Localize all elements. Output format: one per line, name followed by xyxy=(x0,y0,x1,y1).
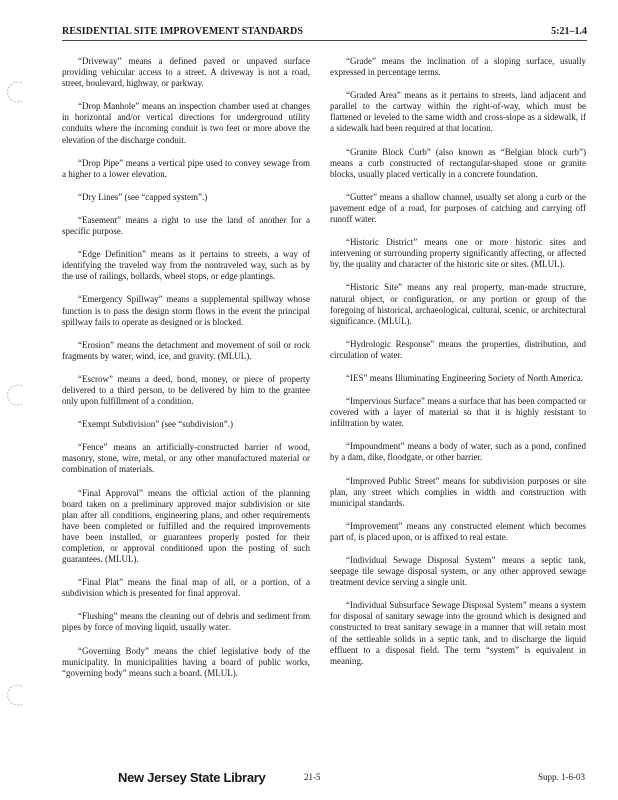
definition-paragraph: “Hydrologic Response” means the properties, distribution, and circulation of water. xyxy=(330,338,586,360)
definition-paragraph: “Final Approval” means the official action of the planning board taken on a preliminary approved major subdivision or site plan after all conditions, engineering plans, and other requirements have been completed or fulfilled and the required improvements have been installed, or guarantees properly posted for their completion, or approval conditioned upon the posting of such guarantees. (MLUL). xyxy=(62,487,310,565)
definition-paragraph: “Exempt Subdivision” (see “subdivision”.) xyxy=(78,419,233,430)
definition-paragraph: “Graded Area” means as it pertains to streets, land adjacent and parallel to the cartway within the right-of-way, which must be flattened or leveled to the same width and cross-slope as a sidewalk, if a sidewalk had been required at that location. xyxy=(330,90,586,134)
footer-page-number: 21-5 xyxy=(304,772,321,782)
definition-paragraph: “IES” means Illuminating Engineering Society of North America. xyxy=(346,372,583,383)
header-title: RESIDENTIAL SITE IMPROVEMENT STANDARDS xyxy=(62,26,303,37)
definition-paragraph: “Erosion” means the detachment and movement of soil or rock fragments by water, wind, ice, and gravity. (MLUL). xyxy=(62,339,310,361)
definition-paragraph: “Governing Body” means the chief legislative body of the municipality. In municipalities having a board of public works, “governing body” means such a board. (MLUL). xyxy=(62,645,310,678)
header-rule xyxy=(62,40,587,41)
definition-paragraph: “Impoundment” means a body of water, such as a pond, confined by a dam, dike, floodgate, or other barrier. xyxy=(330,441,586,463)
definition-paragraph: “Driveway” means a defined paved or unpaved surface providing vehicular access to a street. A driveway is not a road, street, boulevard, highway, or parkway. xyxy=(62,56,310,89)
definition-paragraph: “Historic District” means one or more historic sites and intervening or surrounding property significantly affecting, or affected by, the quality and character of the historic site or sites. (MLUL). xyxy=(330,237,586,270)
definition-paragraph: “Fence” means an artificially-constructed barrier of wood, masonry, stone, wire, metal, or any other manufactured material or combination of materials. xyxy=(62,442,310,475)
definition-paragraph: “Gutter” means a shallow channel, usually set along a curb or the pavement edge of a road, for purposes of catching and carrying off runoff water. xyxy=(330,191,586,225)
right-column xyxy=(330,56,586,679)
punch-hole-icon xyxy=(4,80,28,104)
definition-paragraph: “Grade” means the inclination of a sloping surface, usually expressed in percentage terms. xyxy=(330,56,586,78)
footer-supplement-date: Supp. 1-6-03 xyxy=(538,772,585,782)
punch-hole-icon xyxy=(4,683,28,707)
definition-paragraph: “Impervious Surface” means a surface that has been compacted or covered with a layer of material so that it is highly resistant to infiltration by water. xyxy=(330,396,586,429)
definition-paragraph: “Historic Site” means any real property, man-made structure, natural object, or configuration, or any portion or group of the foregoing of historical, archaeological, cultural, scenic, or architectural significance. (MLUL). xyxy=(330,282,586,326)
definition-paragraph: “Dry Lines” (see “capped system”.) xyxy=(78,191,208,202)
definition-paragraph: “Individual Sewage Disposal System” means a septic tank, seepage tile sewage disposal system, or any other approved sewage treatment device serving a single unit. xyxy=(330,555,586,588)
definition-paragraph: “Individual Subsurface Sewage Disposal System” means a system for disposal of sanitary sewage into the ground which is designed and constructed to treat sanitary sewage in a manner that will retain most of the settleable solids in a septic tank, and to discharge the liquid effluent to a disposal field. The term “system” is equivalent in meaning. xyxy=(330,600,586,666)
definition-paragraph: “Improvement” means any constructed element which becomes part of, is placed upon, or is affixed to real estate. xyxy=(330,520,586,542)
definition-paragraph: “Granite Block Curb” (also known as “Belgian block curb”) means a curb constructed of rectangular-shaped stone or granite blocks, usually placed vertically in a concrete foundation. xyxy=(330,146,586,179)
definition-paragraph: “Final Plat” means the final map of all, or a portion, of a subdivision which is presented for final approval. xyxy=(62,577,310,599)
punch-hole-icon xyxy=(4,383,28,407)
definition-paragraph: “Escrow” means a deed, bond, money, or piece of property delivered to a third person, to be delivered by him to the grantee only upon fulfillment of a condition. xyxy=(62,373,310,407)
page-header xyxy=(62,26,587,42)
definition-paragraph: “Flushing” means the cleaning out of debris and sediment from pipes by force of moving liquid, usually water. xyxy=(62,611,310,633)
definition-paragraph: “Improved Public Street” means for subdivision purposes or site plan, any street which complies in width and construction with municipal standards. xyxy=(330,475,586,508)
definition-paragraph: “Drop Manhole” means an inspection chamber used at changes in horizontal and/or vertical directions for underground utility conduits where the incoming conduit is two feet or more above the elevation of the discharge conduit. xyxy=(62,101,310,145)
definition-paragraph: “Emergency Spillway” means a supplemental spillway whose function is to pass the design storm flows in the event the principal spillway fails to operate as designed or is blocked. xyxy=(62,294,310,327)
definition-paragraph: “Easement” means a right to use the land of another for a specific purpose. xyxy=(62,214,310,237)
header-section-number: 5:21–1.4 xyxy=(551,26,587,37)
left-column xyxy=(62,56,310,691)
footer-library-stamp: New Jersey State Library xyxy=(118,770,266,785)
definition-paragraph: “Edge Definition” means as it pertains to streets, a way of identifying the traveled way from the nontraveled way, such as by the use of railings, bollards, wheel stops, or edge plantings. xyxy=(62,249,310,282)
definition-paragraph: “Drop Pipe” means a vertical pipe used to convey sewage from a higher to a lower elevation. xyxy=(62,157,310,179)
